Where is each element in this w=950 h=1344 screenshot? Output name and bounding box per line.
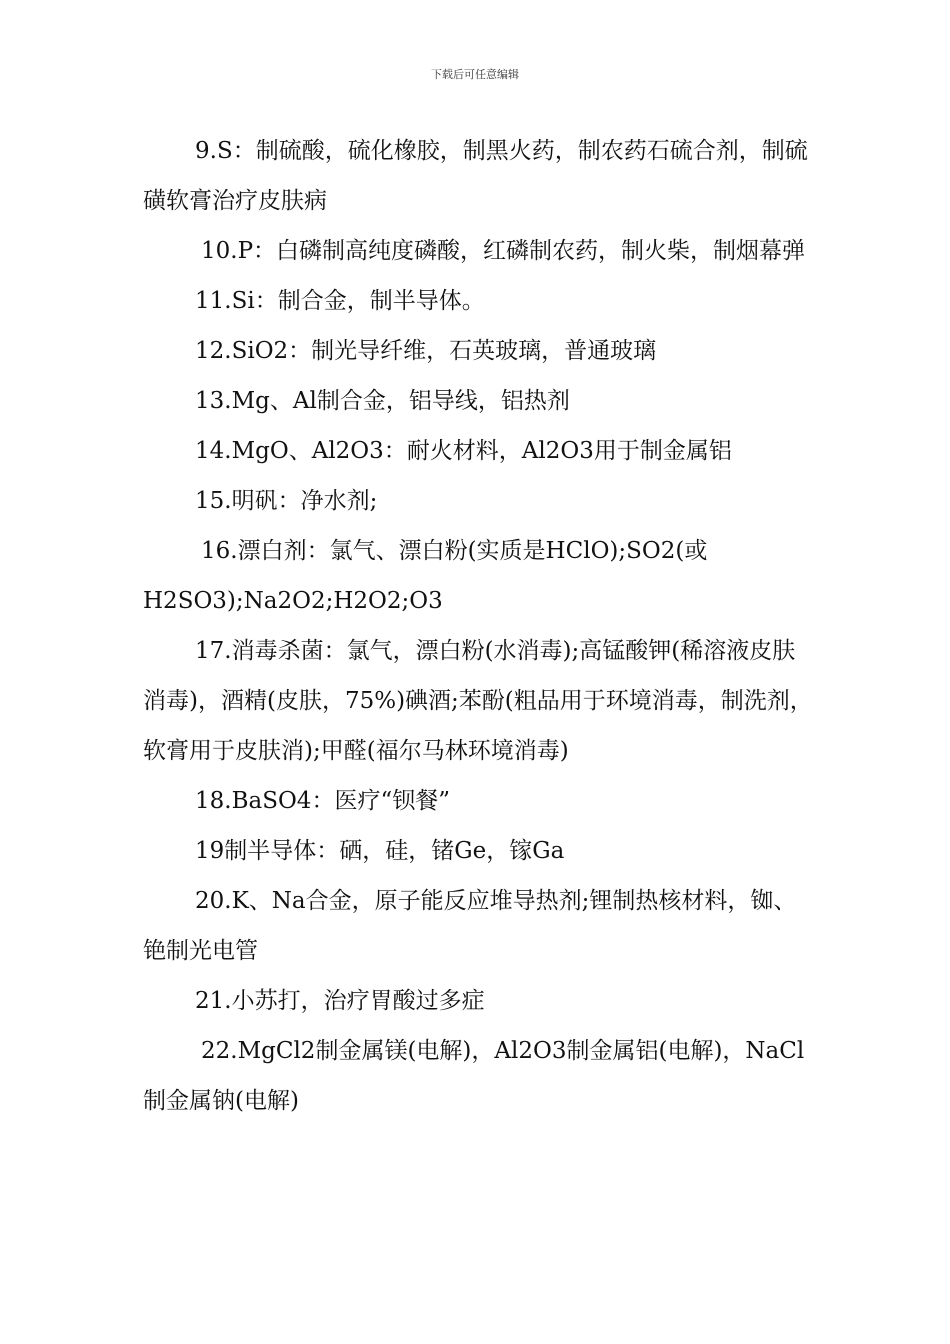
page-header: 下载后可任意编辑 <box>431 68 519 81</box>
item-17: 17.消毒杀菌：氯气，漂白粉(水消毒);高锰酸钾(稀溶液皮肤消毒)，酒精(皮肤，75%)碘酒;苯酚(粗品用于环境消毒，制洗剂，软膏用于皮肤消);甲醛(福尔马林环境消毒) <box>143 638 813 764</box>
item-10: 10.P：白磷制高纯度磷酸，红磷制农药，制火柴，制烟幕弹 <box>201 238 806 264</box>
item-15: 15.明矾：净水剂; <box>195 488 378 514</box>
item-14: 14.MgO、Al2O3：耐火材料，Al2O3用于制金属铝 <box>195 438 732 464</box>
item-20: 20.K、Na合金，原子能反应堆导热剂;锂制热核材料，铷、铯制光电管 <box>143 888 797 964</box>
item-21: 21.小苏打，治疗胃酸过多症 <box>195 988 485 1014</box>
item-22: 22.MgCl2制金属镁(电解)，Al2O3制金属铝(电解)，NaCl制金属钠(电解) <box>143 1038 805 1114</box>
item-13: 13.Mg、Al制合金，铝导线，铝热剂 <box>195 388 570 414</box>
item-9: 9.S：制硫酸，硫化橡胶，制黑火药，制农药石硫合剂，制硫磺软膏治疗皮肤病 <box>143 138 808 214</box>
item-16: 16.漂白剂：氯气、漂白粉(实质是HClO);SO2(或H2SO3);Na2O2;H2O2;O3 <box>143 538 708 614</box>
item-12: 12.SiO2：制光导纤维，石英玻璃，普通玻璃 <box>195 338 657 364</box>
item-11: 11.Si：制合金，制半导体。 <box>195 288 485 314</box>
document-body <box>143 126 813 1126</box>
item-19: 19制半导体：硒，硅，锗Ge，镓Ga <box>195 838 565 864</box>
item-18: 18.BaSO4：医疗“钡餐” <box>195 788 450 814</box>
